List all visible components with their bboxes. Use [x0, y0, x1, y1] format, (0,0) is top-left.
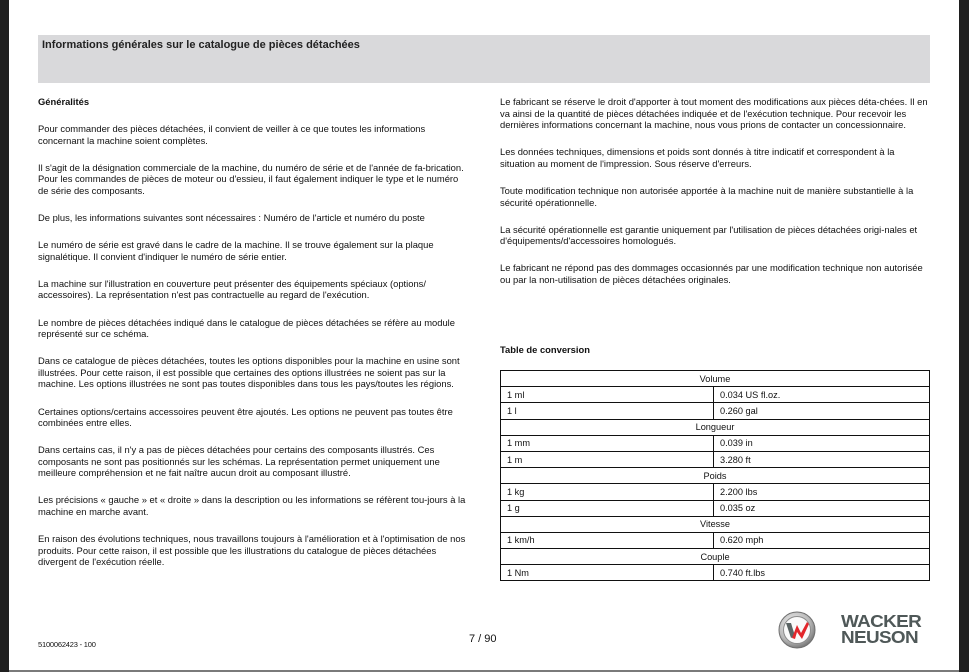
section-heading: Généralités [38, 96, 90, 107]
paragraph: Les données techniques, dimensions et poids sont donnés à titre indicatif et correspondent à la situation au moment de l'impression. Sous réserve d'erreurs. [500, 146, 895, 169]
conversion-table [500, 370, 930, 581]
unit-cell: 1 kg [501, 484, 714, 500]
table-row [501, 451, 930, 467]
table-row [501, 387, 930, 403]
conversion-table-heading: Table de conversion [500, 344, 590, 355]
value-cell: 0.034 US fl.oz. [714, 387, 930, 403]
value-cell: 0.039 in [714, 435, 930, 451]
paragraph: Le nombre de pièces détachées indiqué dans le catalogue de pièces détachées se réfère au module représenté sur ce schéma. [38, 316, 455, 340]
paragraph: La machine sur l'illustration en couverture peut présenter des équipements spéciaux (options/ accessoires). La représentation n'est pas contractuelle au regard de l'exécution. [38, 277, 426, 301]
paragraph: De plus, les informations suivantes sont nécessaires : Numéro de l'article et numéro du poste [38, 212, 425, 224]
value-cell: 2.200 lbs [714, 484, 930, 500]
paragraph: Certaines options/certains accessoires peuvent être ajoutés. Les options ne peuvent pas toutes être combinées entre elles. [38, 405, 453, 429]
group-label: Couple [501, 549, 930, 565]
paragraph: Le fabricant se réserve le droit d'apporter à tout moment des modifications aux pièces déta-chées. Il en va ainsi de la quantité de pièces détachées indiquée et de l'exécution technique. Pour recevoir les dernières informations concernant la machine, nous vous prions de contacter un concessionnaire. [500, 96, 928, 131]
table-row [501, 500, 930, 516]
unit-cell: 1 mm [501, 435, 714, 451]
table-group-row [501, 419, 930, 435]
table-group-row [501, 371, 930, 387]
paragraph: Dans certains cas, il n'y a pas de pièces détachées pour certains des composants illustrés. Ces composants ne sont pas positionnés sur les schémas. La représentation permet uniquement une meilleure compréhension et ne fait naître aucun droit au composant illustré. [38, 444, 440, 479]
table-group-row [501, 468, 930, 484]
group-label: Volume [501, 371, 930, 387]
page-indicator: 7 / 90 [469, 633, 497, 645]
value-cell: 0.740 ft.lbs [714, 565, 930, 581]
unit-cell: 1 g [501, 500, 714, 516]
document-code: 5100062423 - 100 [38, 640, 96, 649]
group-label: Poids [501, 468, 930, 484]
group-label: Longueur [501, 419, 930, 435]
unit-cell: 1 Nm [501, 565, 714, 581]
left-column [38, 96, 470, 583]
brand-line-2: NEUSON [841, 627, 918, 647]
wacker-neuson-w-logo-icon [778, 611, 816, 649]
paragraph: La sécurité opérationnelle est garantie uniquement par l'utilisation de pièces détachées origi-nales et d'équipements/d'accessoires homologués. [500, 223, 918, 247]
paragraph: En raison des évolutions techniques, nous travaillons toujours à l'amélioration et à l'optimisation de nos produits. Pour cette raison, il est possible que les illustrations du catalogue de pièces détachées divergent de l'exécution réelle. [38, 533, 466, 568]
document-page [9, 0, 959, 672]
unit-cell: 1 l [501, 403, 714, 419]
header-band [38, 35, 930, 83]
unit-cell: 1 km/h [501, 532, 714, 548]
table-row [501, 532, 930, 548]
paragraph: Dans ce catalogue de pièces détachées, toutes les options disponibles pour la machine en usine sont illustrées. Pour cette raison, il est possible que certaines des options illustrées ne soient pas sur la machine. Les options illustrées ne sont pas toutes disponibles dans tous les pays/toutes les régions. [38, 355, 460, 390]
table-group-row [501, 549, 930, 565]
table-row [501, 403, 930, 419]
unit-cell: 1 ml [501, 387, 714, 403]
value-cell: 3.280 ft [714, 451, 930, 467]
paragraph: Pour commander des pièces détachées, il convient de veiller à ce que toutes les informations concernant la machine soient complètes. [38, 123, 426, 146]
brand-line-1: WACKER [841, 611, 922, 631]
value-cell: 0.620 mph [714, 532, 930, 548]
table-row [501, 435, 930, 451]
brand-logo-text [841, 613, 921, 645]
paragraph: Le fabricant ne répond pas des dommages occasionnés par une modification technique non autorisée ou par la non-utilisation de pièces détachées originales. [500, 262, 923, 285]
value-cell: 0.035 oz [714, 500, 930, 516]
page-title: Informations générales sur le catalogue de pièces détachées [42, 39, 360, 51]
table-row [501, 484, 930, 500]
group-label: Vitesse [501, 516, 930, 532]
table-group-row [501, 516, 930, 532]
paragraph: Toute modification technique non autorisée apportée à la machine nuit de manière substantielle à la sécurité opérationnelle. [500, 184, 914, 208]
paragraph: Le numéro de série est gravé dans le cadre de la machine. Il se trouve également sur la plaque signalétique. Il convient d'indiquer le numéro de série entier. [38, 239, 434, 262]
table-row [501, 565, 930, 581]
value-cell: 0.260 gal [714, 403, 930, 419]
paragraph: Il s'agit de la désignation commerciale de la machine, du numéro de série et de l'année de fa-brication. Pour les commandes de pièces de moteur ou d'essieu, il faut également indiquer le type et le numéro de série des composants. [38, 161, 464, 196]
paragraph: Les précisions « gauche » et « droite » dans la description ou les informations se réfèrent tou-jours à la machine en marche avant. [38, 494, 466, 518]
right-column [500, 96, 930, 301]
unit-cell: 1 m [501, 451, 714, 467]
